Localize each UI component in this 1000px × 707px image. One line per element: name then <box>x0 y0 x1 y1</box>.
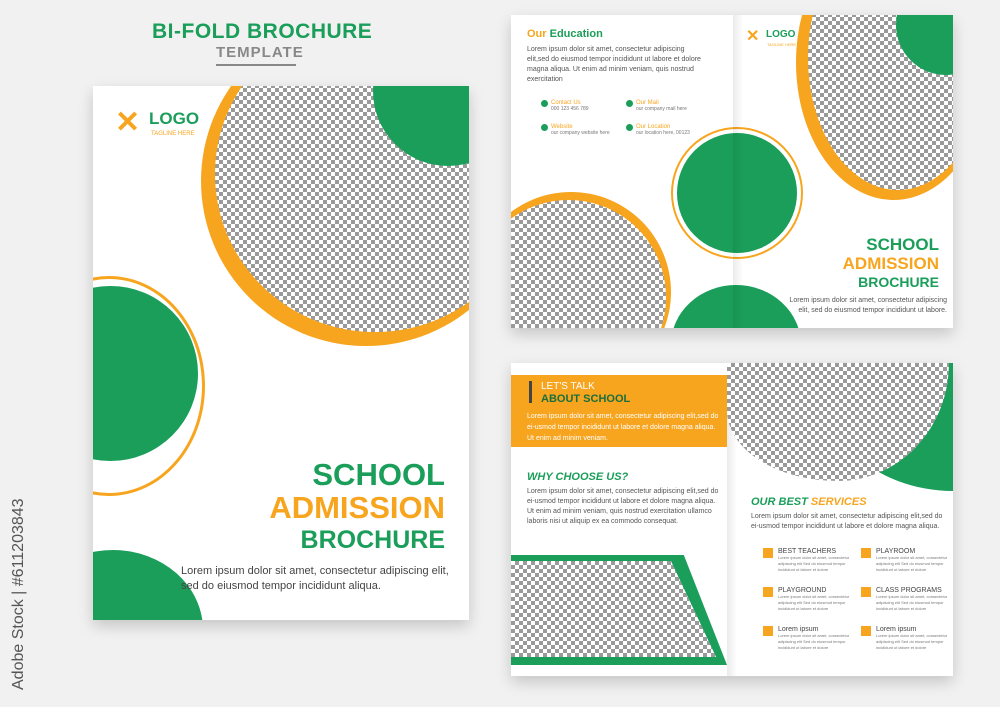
inside-top-spread <box>511 15 953 328</box>
contact-grid <box>541 100 711 136</box>
cover-line-school: SCHOOL <box>312 457 445 492</box>
globe-icon <box>541 124 548 131</box>
talk-title-2: ABOUT SCHOOL <box>541 393 631 405</box>
services-body: Lorem ipsum dolor sit amet, consectetur adipiscing elit,sed do ei-usmod tempor incididunt ut labore et dolore magna aliqua. <box>751 513 943 530</box>
squares-icon <box>861 587 871 597</box>
squares-icon <box>763 626 773 636</box>
squares-icon <box>861 626 871 636</box>
mail-icon <box>626 100 633 107</box>
services-grid <box>763 548 953 651</box>
service-item: Lorem ipsum Lorem ipsum dolor sit amet, consectetur adipiscing elit Sed do eiusmod tempor incididunt ut labore et dolore <box>763 626 855 651</box>
service-item: BEST TEACHERS Lorem ipsum dolor sit amet, consectetur adipiscing elit Sed do eiusmod tempor incididunt ut labore et dolore <box>763 548 855 573</box>
service-item: PLAYGROUND Lorem ipsum dolor sit amet, consectetur adipiscing elit Sed do eiusmod tempor incididunt ut labore et dolore <box>763 587 855 612</box>
logo-icon: ✕ <box>115 106 141 139</box>
talk-bar <box>529 381 532 403</box>
cover-body: Lorem ipsum dolor sit amet, consectetur adipiscing elit, sed do eiusmod tempor incididunt aliqua. <box>181 565 449 592</box>
squares-icon <box>763 548 773 558</box>
phone-icon <box>541 100 548 107</box>
back-body: Lorem ipsum dolor sit amet, consectetur adipiscing elit, sed do eiusmod tempor incididunt ut labore. <box>789 297 947 314</box>
contact-item: Our Mail our company mail here <box>626 100 711 112</box>
service-item: Lorem ipsum Lorem ipsum dolor sit amet, consectetur adipiscing elit Sed do eiusmod tempor incididunt ut labore et dolore <box>861 626 953 651</box>
cover-line-admission: ADMISSION <box>269 490 445 525</box>
logo-tagline: TAGLINE HERE <box>151 131 195 137</box>
subtitle: TEMPLATE <box>216 44 304 61</box>
squares-icon <box>763 587 773 597</box>
logo-tagline: TAGLINE HERE <box>767 42 797 47</box>
title: BI-FOLD BROCHURE <box>152 20 373 43</box>
image-placeholder <box>511 200 666 328</box>
logo-icon: ✕ <box>746 28 760 45</box>
talk-body: Lorem ipsum dolor sit amet, consectetur adipiscing elit,sed do ei-usmod tempor incididunt ut labore et dolore magna aliqua. Ut enim ad minim veniam. <box>527 413 719 442</box>
service-item: PLAYROOM Lorem ipsum dolor sit amet, consectetur adipiscing elit Sed do eiusmod tempor incididunt ut labore et dolore <box>861 548 953 573</box>
cover-line-brochure: BROCHURE <box>300 526 445 554</box>
location-icon <box>626 124 633 131</box>
inside-bottom-spread <box>511 363 953 676</box>
services-heading: OUR BEST SERVICES <box>751 496 867 508</box>
logo-text: LOGO <box>766 29 796 40</box>
watermark: Adobe Stock | #611203843 <box>10 498 27 690</box>
cover-page <box>93 86 469 620</box>
subtitle-underline <box>216 64 296 66</box>
line-school: SCHOOL <box>866 235 939 254</box>
contact-item: Our Location our location here, 00123 <box>626 124 711 136</box>
why-body: Lorem ipsum dolor sit amet, consectetur adipiscing elit,sed do ei-usmod tempor incididunt ut labore et dolore magna aliqua. Ut enim ad minim veniam, quis nostrud exercitation ullamco laboris nisi ut aliquip ex ea commodo consequat. <box>527 488 719 525</box>
line-brochure: BROCHURE <box>858 274 939 290</box>
contact-item: Contact Us 000 123 456 789 <box>541 100 626 112</box>
squares-icon <box>861 548 871 558</box>
contact-item: Website our company website here <box>541 124 626 136</box>
logo-text: LOGO <box>149 109 200 128</box>
line-admission: ADMISSION <box>842 254 939 273</box>
fold-shadow <box>733 15 743 328</box>
intro-body: Lorem ipsum dolor sit amet, consectetur adipiscing elit,sed do eiusmod tempor incididunt ut labore et dolore magna aliqua. Ut enim ad minim veniam, quis nostrud exercitation <box>527 46 701 83</box>
talk-title-1: LET'S TALK <box>541 381 595 392</box>
heading: Our Education <box>527 28 603 40</box>
why-heading: WHY CHOOSE US? <box>527 471 629 483</box>
service-item: CLASS PROGRAMS Lorem ipsum dolor sit amet, consectetur adipiscing elit Sed do eiusmod tempor incididunt ut labore et dolore <box>861 587 953 612</box>
